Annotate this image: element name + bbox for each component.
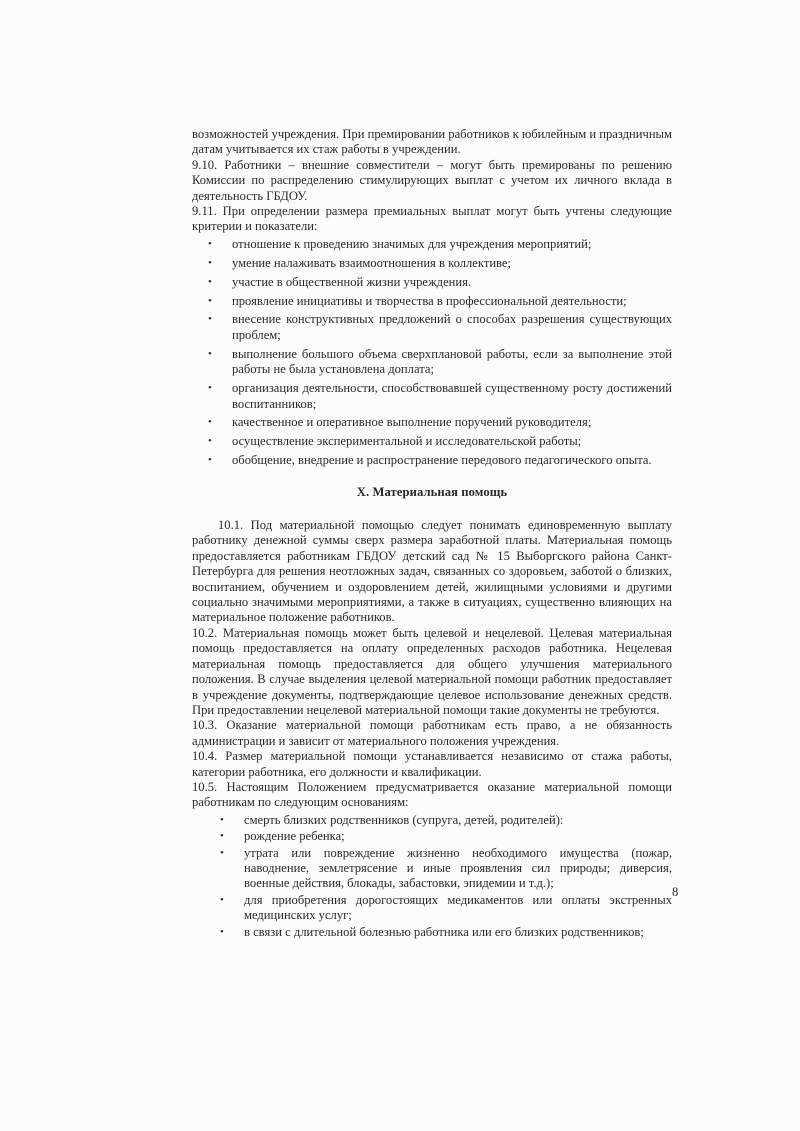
paragraph-9-11: 9.11. При определении размера премиальных выплат могут быть учтены следующие критерии и показатели: — [192, 204, 672, 234]
list-item: • в связи с длительной болезнью работника или его близких родственников; — [244, 925, 672, 940]
paragraph-10-4: 10.4. Размер материальной помощи устанавливается независимо от стажа работы, категории работника, его должности и квалификации. — [192, 749, 672, 779]
criteria-list — [192, 237, 672, 469]
page-number: 8 — [672, 885, 679, 899]
paragraph-10-5: 10.5. Настоящим Положением предусматривается оказание материальной помощи работникам по следующим основаниям: — [192, 779, 672, 810]
list-item: • осуществление экспериментальной и исследовательской работы; — [232, 434, 672, 449]
list-item: • проявление инициативы и творчества в профессиональной деятельности; — [232, 294, 672, 309]
list-item: • организация деятельности, способствовавшей существенному росту достижений воспитанников; — [232, 381, 672, 412]
list-item: • умение налаживать взаимоотношения в коллективе; — [232, 256, 672, 271]
list-item: • рождение ребенка; — [244, 829, 672, 844]
list-item: • утрата или повреждение жизненно необходимого имущества (пожар, наводнение, землетрясение и иные проявления сил природы; диверсия, военные действия, блокады, забастовки, эпидемии и т.д.); — [244, 846, 672, 892]
paragraph-continuation: возможностей учреждения. При премировании работников к юбилейным и праздничным датам учитывается их стаж работы в учреждении. — [192, 127, 672, 157]
paragraph-10-2: 10.2. Материальная помощь может быть целевой и нецелевой. Целевая материальная помощь предоставляется на оплату определенных расходов работника. Нецелевая материальная помощь предоставляется для общего улучшения материального положения. В случае выделения целевой материальной помощи работник предоставляет в учреждение документы, подтверждающие целевое использование денежных средств. При предоставлении нецелевой материальной помощи такие документы не требуются. — [192, 625, 672, 717]
paragraph-10-3: 10.3. Оказание материальной помощи работникам есть право, а не обязанность администрации и зависит от материального положения учреждения. — [192, 718, 672, 748]
list-item: • обобщение, внедрение и распространение передового педагогического опыта. — [232, 453, 672, 468]
paragraph-9-10: 9.10. Работники – внешние совместители – могут быть премированы по решению Комиссии по распределению стимулирующих выплат с учетом их личного вклада в деятельность ГБДОУ. — [192, 157, 672, 203]
list-item: • выполнение большого объема сверхплановой работы, если за выполнение этой работы не была установлена доплата; — [232, 347, 672, 378]
paragraph-10-1: 10.1. Под материальной помощью следует понимать единовременную выплату работнику денежной суммы сверх размера заработной платы. Материальная помощь предоставляется работникам ГБДОУ детский сад № 15 Выборгского района Санкт-Петербурга для решения неотложных задач, связанных со здоровьем, заботой о близких, воспитанием, обучением и оздоровлением детей, жилищными условиями и другими социально значимыми мероприятиями, а также в ситуациях, существенно влияющих на материальное положение работников. — [192, 518, 672, 625]
list-item: • качественное и оперативное выполнение поручений руководителя; — [232, 415, 672, 430]
list-item: • участие в общественной жизни учреждения. — [232, 275, 672, 290]
list-item: • смерть близких родственников (супруга, детей, родителей): — [244, 813, 672, 828]
page-content — [192, 127, 672, 941]
list-item: • внесение конструктивных предложений о способах разрешения существующих проблем; — [232, 312, 672, 343]
grounds-list — [192, 813, 672, 940]
section-heading: X. Материальная помощь — [356, 484, 508, 499]
list-item: • отношение к проведению значимых для учреждения мероприятий; — [232, 237, 672, 252]
list-item: • для приобретения дорогостоящих медикаментов или оплаты экстренных медицинских услуг; — [244, 893, 672, 924]
